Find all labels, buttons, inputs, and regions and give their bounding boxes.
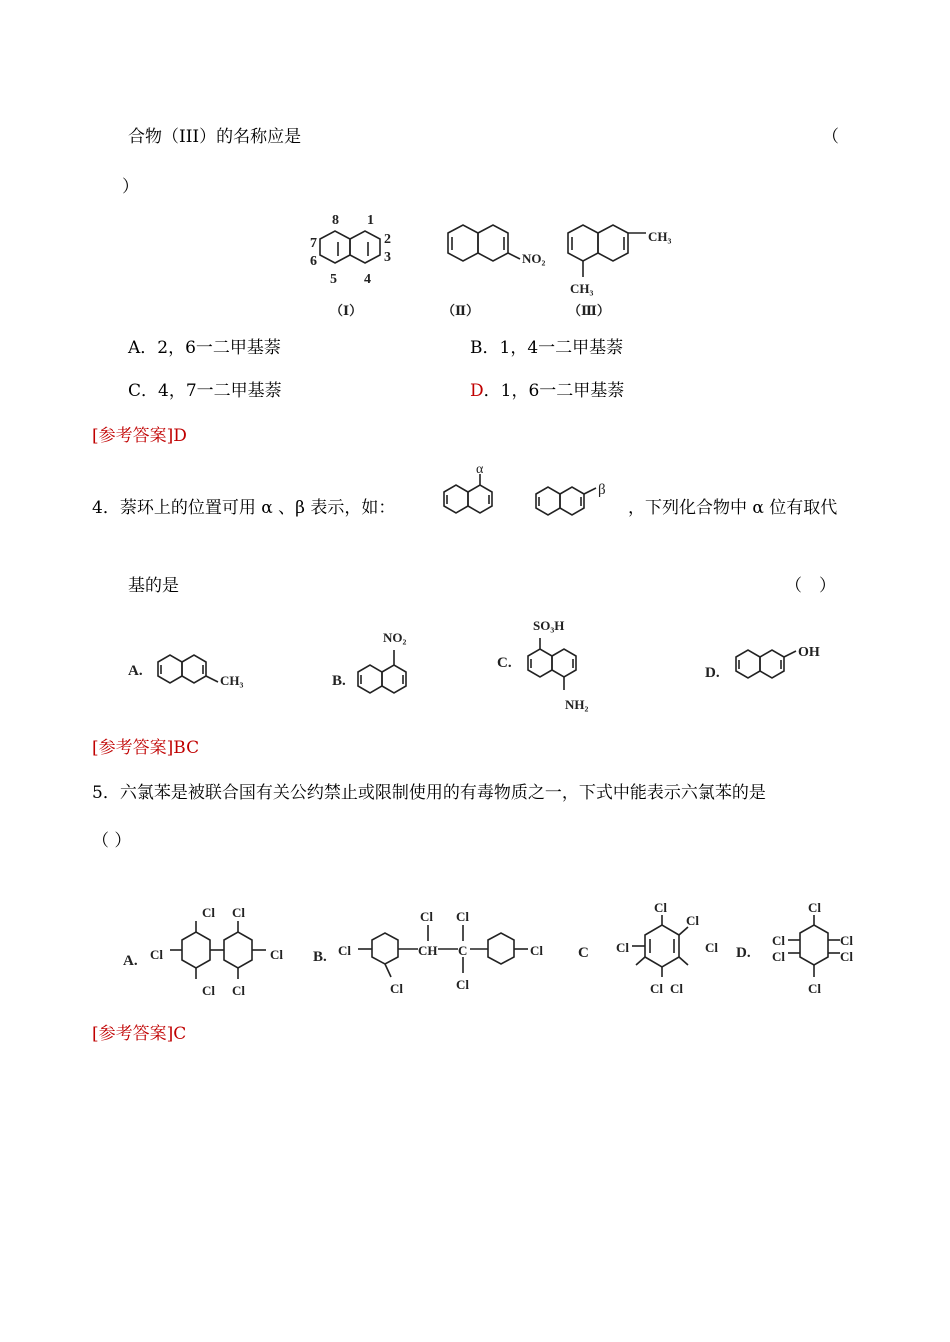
no2-label: NO₂: [522, 251, 546, 266]
num-4: 4: [364, 272, 371, 287]
svg-text:Cl: Cl: [202, 905, 215, 920]
svg-text:Cl: Cl: [808, 981, 821, 996]
q3-stem: 合物（III）的名称应是: [128, 127, 302, 147]
structure-3: [568, 225, 646, 277]
q4-paren: （ ）: [785, 576, 836, 596]
svg-text:Cl: Cl: [530, 943, 543, 958]
q4-opt-b-letter: B.: [332, 673, 346, 689]
q3-option-c: C．4，7一二甲基萘: [128, 381, 282, 401]
q5-opt-a-letter: A.: [123, 953, 138, 969]
num-6: 6: [310, 254, 317, 269]
svg-text:CH: CH: [418, 943, 438, 958]
svg-text:Cl: Cl: [456, 909, 469, 924]
svg-text:Cl: Cl: [150, 947, 163, 962]
svg-text:Cl: Cl: [840, 933, 853, 948]
q4-options-figure: [125, 612, 855, 717]
label-1: （Ⅰ）: [330, 303, 363, 318]
svg-text:Cl: Cl: [390, 981, 403, 996]
q5-options-figure: [120, 895, 865, 1010]
label-3: （Ⅲ）: [568, 303, 610, 318]
q3-option-a: A．2，6一二甲基萘: [128, 338, 281, 358]
beta-label: β: [598, 482, 606, 498]
svg-text:Cl: Cl: [686, 913, 699, 928]
num-7: 7: [310, 236, 317, 251]
q4-no2: NO₂: [383, 630, 407, 645]
label-2: （Ⅱ）: [442, 303, 479, 318]
q3-option-b: B．1，4一二甲基萘: [470, 338, 624, 358]
svg-text:Cl: Cl: [616, 940, 629, 955]
q4-alpha-beta-figure: [436, 462, 636, 532]
q4-opt-a-letter: A.: [128, 663, 143, 679]
q4-stem-part1: 4．萘环上的位置可用 α 、β 表示，如：: [92, 498, 396, 518]
num-8: 8: [332, 213, 339, 228]
q4-stem-part2: ，下列化合物中 α 位有取代: [628, 498, 838, 518]
q4-stem-line2: 基的是: [128, 576, 179, 596]
q3-paren-open: （: [822, 127, 839, 147]
svg-text:Cl: Cl: [420, 909, 433, 924]
q5-paren: （ ）: [92, 831, 132, 851]
q3-answer: [参考答案]D: [92, 426, 187, 446]
num-2: 2: [384, 232, 391, 247]
svg-text:Cl: Cl: [202, 983, 215, 998]
beta-naphthalene: [536, 487, 596, 515]
svg-text:Cl: Cl: [840, 949, 853, 964]
num-1: 1: [367, 213, 374, 228]
svg-text:Cl: Cl: [808, 900, 821, 915]
svg-text:Cl: Cl: [772, 933, 785, 948]
num-5: 5: [330, 272, 337, 287]
svg-text:Cl: Cl: [654, 900, 667, 915]
svg-text:Cl: Cl: [232, 983, 245, 998]
q3-paren-close: ）: [122, 177, 139, 197]
q5-opt-c-letter: C: [578, 945, 589, 961]
num-3: 3: [384, 250, 391, 265]
q5-opt-d-letter: D.: [736, 945, 751, 961]
ch3-label-bottom: CH₃: [570, 281, 594, 296]
alpha-naphthalene: [444, 474, 492, 513]
q4-answer: [参考答案]BC: [92, 738, 200, 758]
q4-nh2: NH₂: [565, 697, 589, 712]
q4-opt-d-letter: D.: [705, 665, 720, 681]
structure-1: [320, 231, 380, 263]
svg-text:Cl: Cl: [270, 947, 283, 962]
q5-answer: [参考答案]C: [92, 1024, 187, 1044]
svg-text:Cl: Cl: [338, 943, 351, 958]
svg-text:C: C: [458, 943, 468, 958]
q3-option-d: D．1，6一二甲基萘: [470, 381, 625, 401]
q4-opt-c-letter: C.: [497, 655, 512, 671]
alpha-label: α: [476, 462, 484, 477]
svg-text:Cl: Cl: [772, 949, 785, 964]
q3-naphthalene-figure: [300, 205, 700, 325]
svg-text:Cl: Cl: [705, 940, 718, 955]
q5-opt-b-letter: B.: [313, 949, 327, 965]
svg-text:Cl: Cl: [232, 905, 245, 920]
svg-text:Cl: Cl: [670, 981, 683, 996]
q4-so3h: SO₃H: [533, 618, 565, 633]
q5-stem: 5．六氯苯是被联合国有关公约禁止或限制使用的有毒物质之一，下式中能表示六氯苯的是: [92, 783, 766, 803]
svg-text:Cl: Cl: [650, 981, 663, 996]
q4-oh: OH: [798, 645, 820, 660]
structure-2: [448, 225, 520, 261]
svg-text:Cl: Cl: [456, 977, 469, 992]
q4-ch3: CH₃: [220, 673, 244, 688]
ch3-label-right: CH₃: [648, 229, 672, 244]
